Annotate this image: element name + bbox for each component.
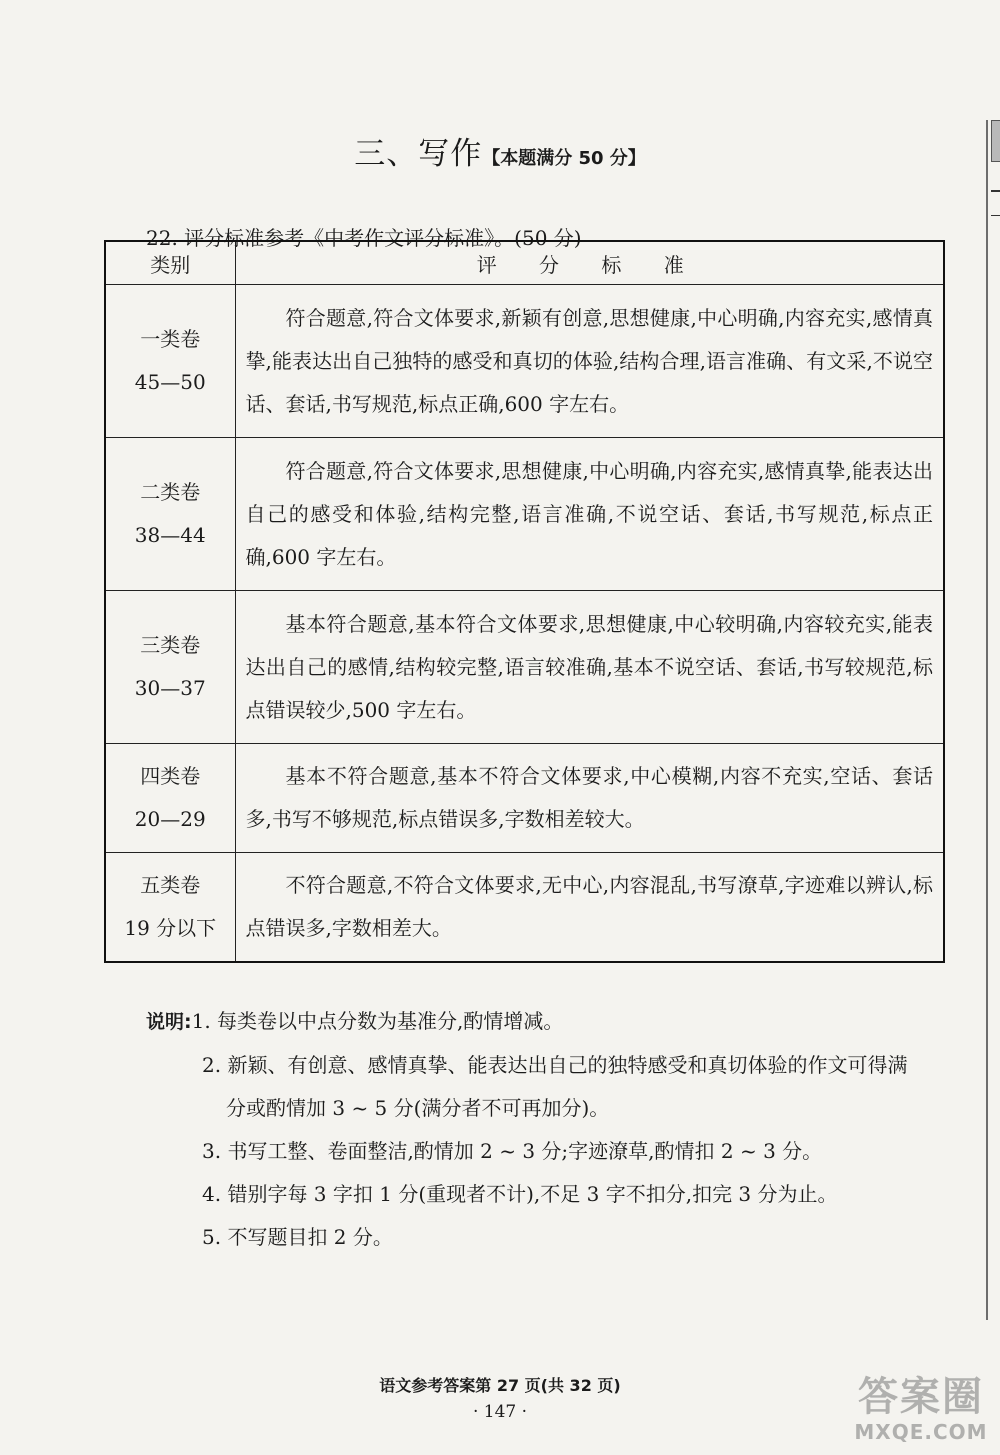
score-range: 45—50	[134, 370, 206, 394]
scoring-table	[104, 240, 945, 963]
criteria-cell: 基本不符合题意,基本不符合文体要求,中心模糊,内容不充实,空话、套话多,书写不够规范,标点错误多,字数相差较大。	[235, 744, 944, 853]
note-5: 5. 不写题目扣 2 分。	[202, 1225, 393, 1249]
page-edge	[986, 120, 1000, 1320]
edge-mark	[991, 190, 1000, 192]
table-row	[105, 438, 944, 591]
table-row	[105, 744, 944, 853]
criteria-cell: 符合题意,符合文体要求,新颖有创意,思想健康,中心明确,内容充实,感情真挚,能表达出自己独特的感受和真切的体验,结构合理,语言准确、有文采,不说空话、套话,书写规范,标点正确,600 字左右。	[235, 285, 944, 438]
score-range: 30—37	[134, 676, 206, 700]
watermark-logo	[850, 1373, 992, 1449]
note-2: 2. 新颖、有创意、感情真挚、能表达出自己的独特感受和真切体验的作文可得满	[202, 1053, 908, 1077]
note-3: 3. 书写工整、卷面整洁,酌情加 2 ~ 3 分;字迹潦草,酌情扣 2 ~ 3 分。	[202, 1139, 823, 1163]
category-cell	[105, 285, 235, 438]
table-row	[105, 285, 944, 438]
section-heading	[0, 128, 1000, 173]
table-header-row	[105, 241, 944, 285]
criteria-cell: 不符合题意,不符合文体要求,无中心,内容混乱,书写潦草,字迹难以辨认,标点错误多,字数相差大。	[235, 853, 944, 963]
header-category: 类别	[105, 241, 235, 285]
criteria-cell: 符合题意,符合文体要求,思想健康,中心明确,内容充实,感情真挚,能表达出自己的感受和体验,结构完整,语言准确,不说空话、套话,书写规范,标点正确,600 字左右。	[235, 438, 944, 591]
note-text: 1. 每类卷以中点分数为基准分,酌情增减。	[191, 1009, 564, 1033]
table-row	[105, 853, 944, 963]
category-cell	[105, 591, 235, 744]
category-name: 一类卷	[140, 327, 201, 351]
score-range: 38—44	[134, 523, 206, 547]
note-1	[146, 1000, 907, 1044]
notes-block	[146, 1000, 907, 1259]
criteria-cell: 基本符合题意,基本符合文体要求,思想健康,中心较明确,内容较充实,能表达出自己的感情,结构较完整,语言较准确,基本不说空话、套话,书写较规范,标点错误较少,500 字左右。	[235, 591, 944, 744]
category-name: 二类卷	[140, 480, 201, 504]
note-2-cont: 分或酌情加 3 ~ 5 分(满分者不可再加分)。	[226, 1096, 610, 1120]
score-range: 19 分以下	[124, 916, 217, 940]
question-text: 22. 评分标准参考《中考作文评分标准》。(50 分)	[146, 226, 582, 250]
header-criteria: 评 分 标 准	[235, 241, 944, 285]
watermark-text: 答案圈	[858, 1374, 984, 1420]
category-cell	[105, 744, 235, 853]
category-name: 四类卷	[140, 764, 201, 788]
section-title: 三、写作	[354, 136, 483, 172]
note-4: 4. 错别字每 3 字扣 1 分(重现者不计),不足 3 字不扣分,扣完 3 分为止。	[202, 1182, 838, 1206]
notes-lead: 说明:	[146, 1011, 192, 1033]
watermark-domain: MXQE.COM	[854, 1420, 988, 1444]
category-name: 三类卷	[140, 633, 201, 657]
footer-page-number: · 147 ·	[472, 1402, 528, 1422]
category-cell	[105, 853, 235, 963]
table-row	[105, 591, 944, 744]
category-cell	[105, 438, 235, 591]
category-name: 五类卷	[140, 873, 201, 897]
footer-page-label: 语文参考答案第 27 页(共 32 页)	[379, 1376, 621, 1395]
score-range: 20—29	[134, 807, 206, 831]
edge-mark	[991, 215, 1000, 216]
section-note: 【本题满分 50 分】	[482, 148, 646, 169]
